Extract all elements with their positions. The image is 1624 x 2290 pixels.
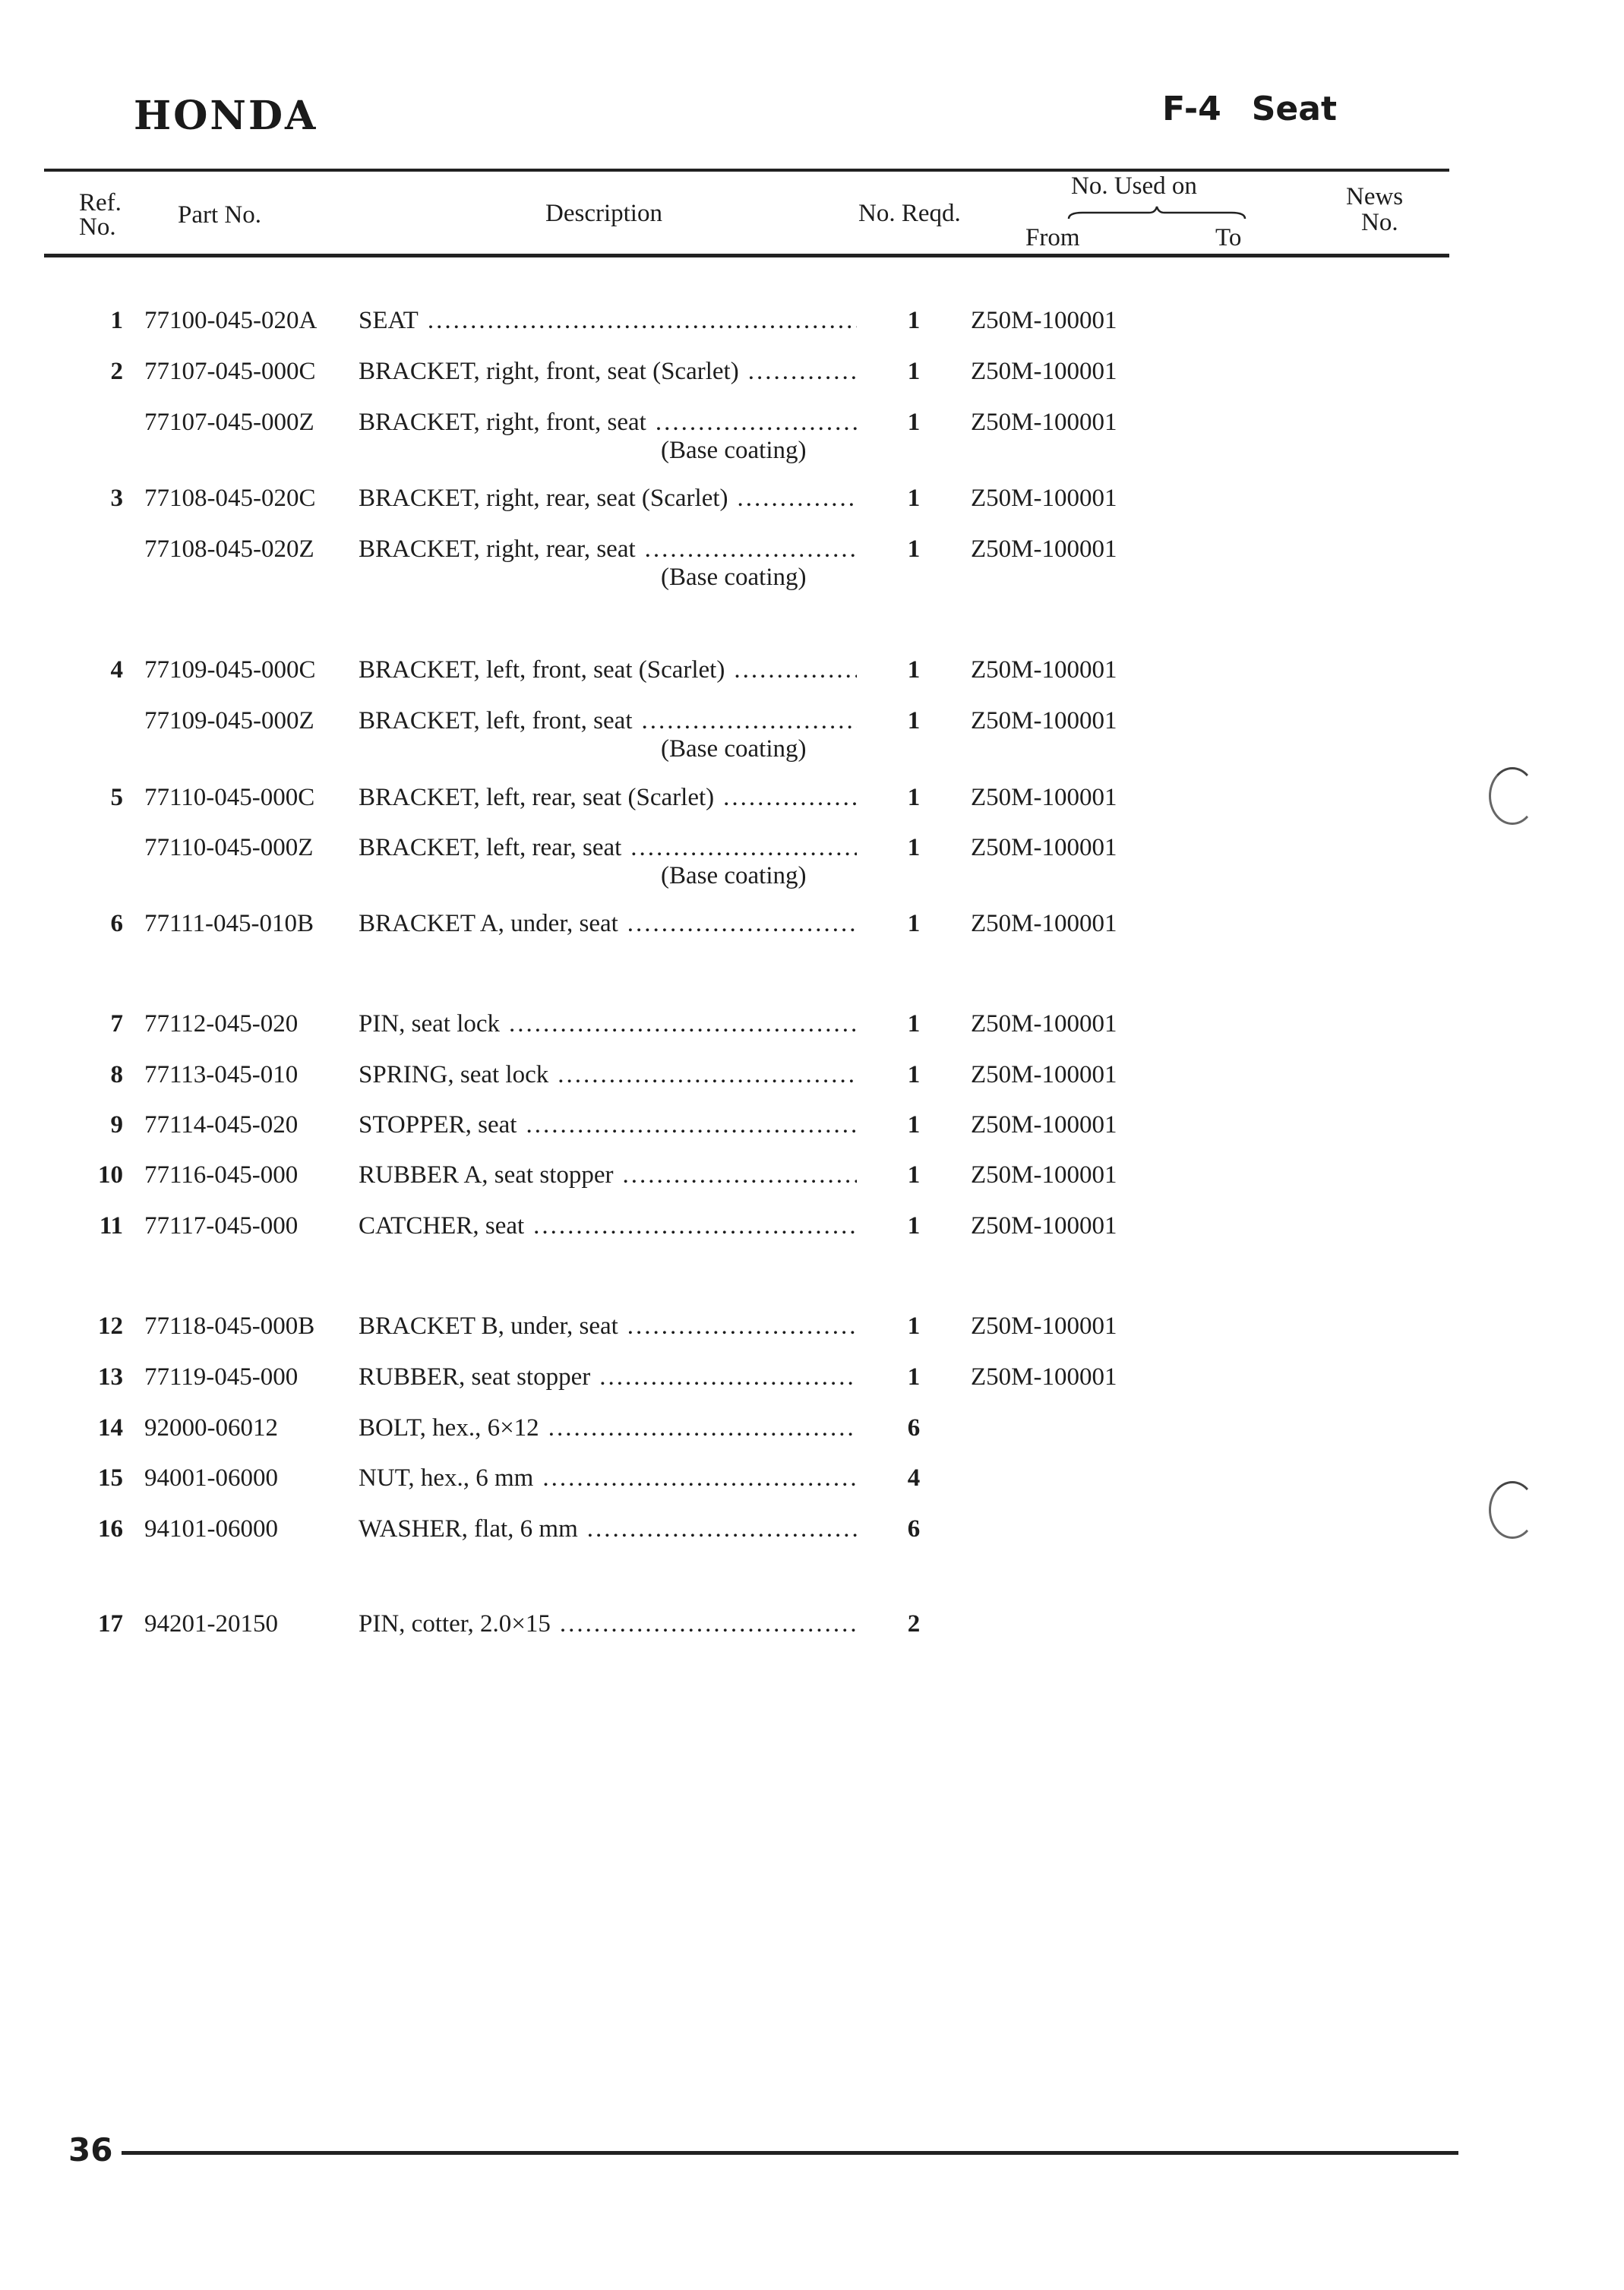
part-no: 77109-045-000Z (144, 707, 314, 734)
ref-no: 6 (110, 910, 123, 937)
description (359, 832, 857, 863)
used-from: Z50M-100001 (971, 358, 1117, 385)
qty: 1 (907, 784, 921, 811)
description (359, 483, 857, 513)
part-no: 77110-045-000C (144, 784, 315, 811)
table-row (0, 706, 1624, 763)
qty: 1 (907, 307, 921, 334)
qty: 1 (907, 485, 921, 512)
used-from: Z50M-100001 (971, 485, 1117, 512)
description-text: BRACKET A, under, seat (359, 910, 618, 937)
col-ref-line2: No. (79, 213, 116, 241)
part-no: 77112-045-020 (144, 1010, 299, 1038)
table-row (0, 908, 1624, 939)
used-from: Z50M-100001 (971, 1363, 1117, 1391)
table-row (0, 1110, 1624, 1140)
used-from: Z50M-100001 (971, 784, 1117, 811)
qty: 1 (907, 1212, 921, 1240)
description (359, 1413, 857, 1443)
qty: 1 (907, 535, 921, 563)
leader-dots (542, 1463, 857, 1493)
description-note: (Base coating) (661, 564, 807, 591)
description-note: (Base coating) (661, 437, 807, 464)
ref-no: 5 (110, 784, 123, 811)
description (359, 1609, 857, 1639)
part-no: 77108-045-020C (144, 485, 316, 512)
description-text: BRACKET, left, rear, seat (Scarlet) (359, 784, 715, 811)
qty: 1 (907, 1363, 921, 1391)
description (359, 1160, 857, 1190)
col-ref-line1: Ref. (79, 189, 122, 216)
table-row (0, 1009, 1624, 1039)
description (359, 1060, 857, 1090)
description (359, 908, 857, 939)
description (359, 1463, 857, 1493)
qty: 1 (907, 656, 921, 684)
part-no: 77110-045-000Z (144, 834, 314, 861)
qty: 1 (907, 1111, 921, 1139)
qty: 1 (907, 910, 921, 937)
description (359, 1009, 857, 1039)
col-no-reqd: No. Reqd. (858, 200, 961, 227)
used-from: Z50M-100001 (971, 1312, 1117, 1340)
qty: 4 (907, 1464, 921, 1492)
used-from: Z50M-100001 (971, 307, 1117, 334)
table-row (0, 1413, 1624, 1443)
part-no: 77118-045-000B (144, 1312, 315, 1340)
col-news-line1: News (1346, 183, 1404, 210)
leader-dots (558, 1060, 857, 1090)
brace-icon (1067, 204, 1246, 222)
section-title: Seat (1251, 90, 1337, 128)
description-text: SEAT (359, 307, 419, 334)
description-text: WASHER, flat, 6 mm (359, 1515, 578, 1543)
qty: 6 (907, 1414, 921, 1442)
table-row (0, 655, 1624, 685)
ref-no: 17 (98, 1610, 123, 1638)
ref-no: 4 (110, 656, 123, 684)
leader-dots (627, 1311, 857, 1341)
used-from: Z50M-100001 (971, 1111, 1117, 1139)
description (359, 1211, 857, 1241)
ref-no: 15 (98, 1464, 123, 1492)
description (359, 655, 857, 685)
ref-no: 11 (99, 1212, 123, 1240)
used-from: Z50M-100001 (971, 1161, 1117, 1189)
description-text: BOLT, hex., 6×12 (359, 1414, 539, 1442)
used-from: Z50M-100001 (971, 1010, 1117, 1038)
qty: 2 (907, 1610, 921, 1638)
used-from: Z50M-100001 (971, 409, 1117, 436)
description (359, 1311, 857, 1341)
leader-dots (748, 356, 857, 387)
col-no-used-on: No. Used on (1071, 172, 1197, 200)
qty: 1 (907, 1161, 921, 1189)
part-no: 94201-20150 (144, 1610, 278, 1638)
leader-dots (587, 1514, 857, 1544)
ref-no: 13 (98, 1363, 123, 1391)
part-no: 77116-045-000 (144, 1161, 299, 1189)
table-row (0, 356, 1624, 387)
table-row (0, 1362, 1624, 1392)
used-from: Z50M-100001 (971, 1061, 1117, 1088)
used-from: Z50M-100001 (971, 910, 1117, 937)
description-text: BRACKET, right, rear, seat (Scarlet) (359, 485, 728, 512)
table-row (0, 1060, 1624, 1090)
part-no: 77119-045-000 (144, 1363, 299, 1391)
table-row (0, 534, 1624, 591)
part-no: 77117-045-000 (144, 1212, 299, 1240)
description-text: BRACKET, right, rear, seat (359, 535, 636, 563)
table-row (0, 1514, 1624, 1544)
description-text: BRACKET, right, front, seat (Scarlet) (359, 358, 739, 385)
description (359, 1110, 857, 1140)
description-text: BRACKET, left, front, seat (Scarlet) (359, 656, 725, 684)
table-row (0, 1160, 1624, 1190)
section-code: F-4 (1162, 90, 1221, 128)
qty: 1 (907, 409, 921, 436)
description-text: RUBBER, seat stopper (359, 1363, 591, 1391)
qty: 1 (907, 1010, 921, 1038)
table-row (0, 832, 1624, 889)
table-row (0, 1609, 1624, 1639)
leader-dots (627, 908, 857, 939)
table-row (0, 1311, 1624, 1341)
part-no: 77111-045-010B (144, 910, 314, 937)
description (359, 1362, 857, 1392)
part-no: 77114-045-020 (144, 1111, 299, 1139)
leader-dots (656, 407, 857, 437)
description (359, 305, 857, 336)
description-text: NUT, hex., 6 mm (359, 1464, 534, 1492)
description-text: STOPPER, seat (359, 1111, 517, 1139)
qty: 1 (907, 1061, 921, 1088)
leader-dots (738, 483, 858, 513)
qty: 1 (907, 834, 921, 861)
part-no: 94001-06000 (144, 1464, 278, 1492)
ref-no: 10 (98, 1161, 123, 1189)
leader-dots (623, 1160, 858, 1190)
description-note: (Base coating) (661, 862, 807, 889)
part-no: 94101-06000 (144, 1515, 278, 1543)
description-text: BRACKET, left, front, seat (359, 707, 633, 734)
leader-dots (548, 1413, 857, 1443)
description-text: BRACKET, left, rear, seat (359, 834, 622, 861)
part-no: 77107-045-000C (144, 358, 316, 385)
leader-dots (599, 1362, 857, 1392)
used-from: Z50M-100001 (971, 656, 1117, 684)
header-bottom-rule (44, 254, 1449, 257)
ref-no: 9 (110, 1111, 123, 1139)
part-no: 92000-06012 (144, 1414, 278, 1442)
binder-hole-mark (1489, 1481, 1536, 1539)
qty: 1 (907, 707, 921, 734)
description-note: (Base coating) (661, 735, 807, 763)
col-to: To (1215, 224, 1242, 251)
description (359, 782, 857, 813)
table-row (0, 407, 1624, 464)
leader-dots (509, 1009, 857, 1039)
part-no: 77107-045-000Z (144, 409, 314, 436)
ref-no: 8 (110, 1061, 123, 1088)
leader-dots (428, 305, 857, 336)
table-row (0, 782, 1624, 813)
leader-dots (526, 1110, 857, 1140)
brand-logo: HONDA (134, 93, 318, 139)
part-no: 77108-045-020Z (144, 535, 314, 563)
description (359, 356, 857, 387)
binder-hole-mark (1489, 767, 1536, 825)
table-row (0, 305, 1624, 336)
col-part-no: Part No. (178, 201, 261, 229)
description-text: BRACKET B, under, seat (359, 1312, 618, 1340)
ref-no: 14 (98, 1414, 123, 1442)
description-text: CATCHER, seat (359, 1212, 525, 1240)
description (359, 1514, 857, 1544)
col-description: Description (545, 200, 662, 227)
used-from: Z50M-100001 (971, 834, 1117, 861)
description-text: RUBBER A, seat stopper (359, 1161, 614, 1189)
description-text: PIN, cotter, 2.0×15 (359, 1610, 551, 1638)
ref-no: 16 (98, 1515, 123, 1543)
table-row (0, 483, 1624, 513)
qty: 6 (907, 1515, 921, 1543)
used-from: Z50M-100001 (971, 1212, 1117, 1240)
section-heading (1162, 90, 1337, 128)
part-no: 77100-045-020A (144, 307, 318, 334)
description-text: BRACKET, right, front, seat (359, 409, 646, 436)
page-number: 36 (68, 2131, 113, 2168)
part-no: 77109-045-000C (144, 656, 316, 684)
qty: 1 (907, 1312, 921, 1340)
leader-dots (723, 782, 857, 813)
ref-no: 3 (110, 485, 123, 512)
description-text: PIN, seat lock (359, 1010, 501, 1038)
ref-no: 1 (110, 307, 123, 334)
description-text: SPRING, seat lock (359, 1061, 549, 1088)
part-no: 77113-045-010 (144, 1061, 299, 1088)
qty: 1 (907, 358, 921, 385)
leader-dots (642, 706, 858, 736)
leader-dots (630, 832, 857, 863)
header-top-rule (44, 169, 1449, 172)
leader-dots (734, 655, 857, 685)
description (359, 534, 857, 564)
ref-no: 12 (98, 1312, 123, 1340)
description (359, 407, 857, 437)
description (359, 706, 857, 736)
leader-dots (533, 1211, 857, 1241)
col-news-line2: No. (1361, 209, 1398, 236)
leader-dots (560, 1609, 857, 1639)
table-row (0, 1211, 1624, 1241)
used-from: Z50M-100001 (971, 535, 1117, 563)
ref-no: 2 (110, 358, 123, 385)
ref-no: 7 (110, 1010, 123, 1038)
col-from: From (1025, 224, 1080, 251)
leader-dots (645, 534, 857, 564)
table-row (0, 1463, 1624, 1493)
footer-rule (122, 2151, 1458, 2155)
used-from: Z50M-100001 (971, 707, 1117, 734)
